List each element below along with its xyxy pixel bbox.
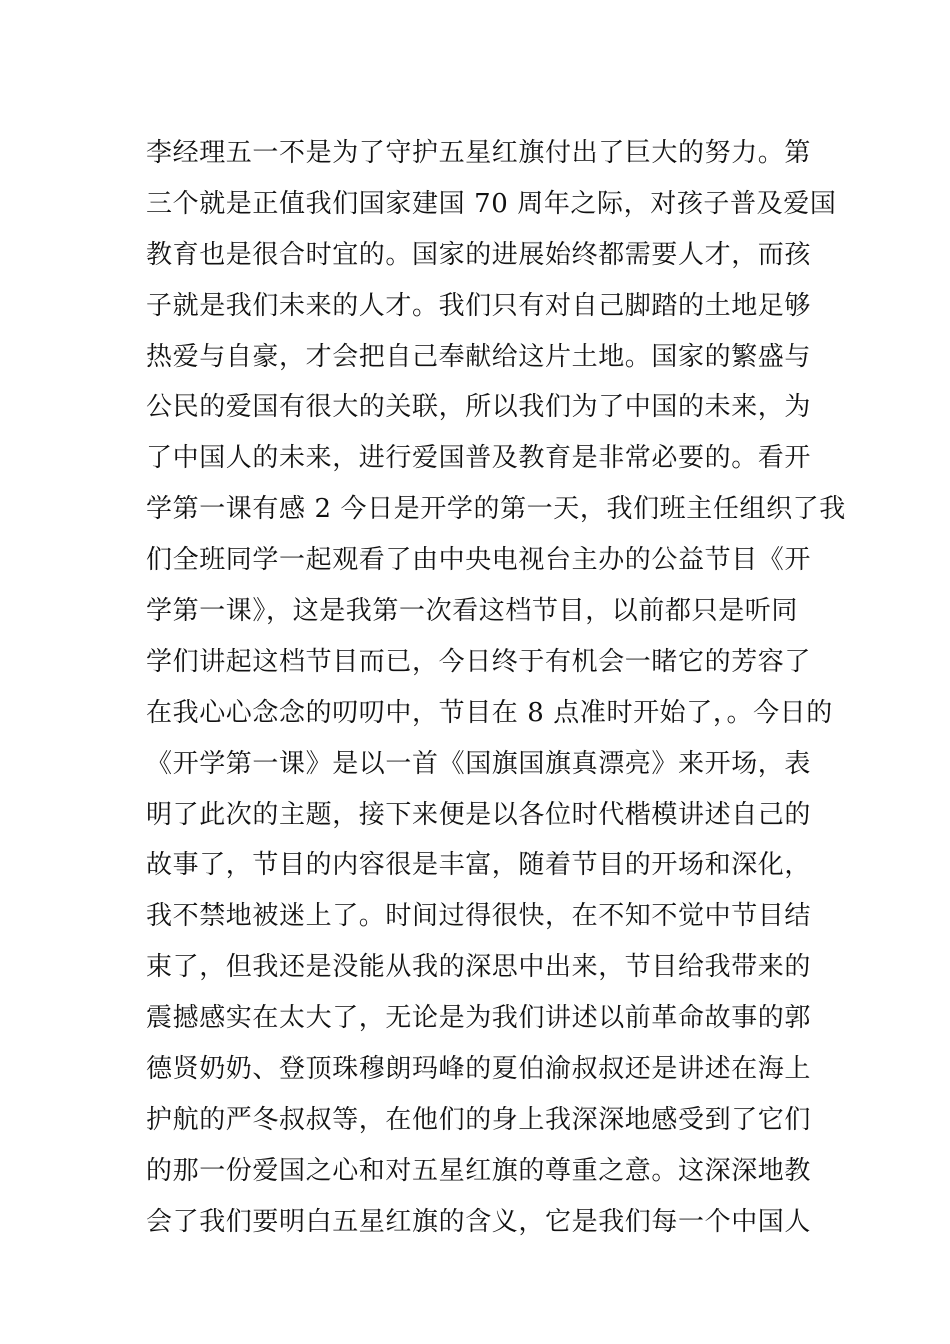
text-line: 教育也是很合时宜的。国家的进展始终都需要人才，而孩 [146,239,812,270]
text-line: 子就是我们未来的人才。我们只有对自己脚踏的土地足够 [146,290,812,321]
text-line: 会了我们要明白五星红旗的含义，它是我们每一个中国人 [146,1206,812,1237]
text-line: 明了此次的主题，接下来便是以各位时代楷模讲述自己的 [146,799,812,830]
text-line: 学第一课》，这是我第一次看这档节目，以前都只是听同 [146,596,799,627]
text-line: 李经理五一不是为了守护五星红旗付出了巨大的努力。第 [146,138,812,168]
text-line: 的那一份爱国之心和对五星红旗的尊重之意。这深深地教 [146,1155,812,1186]
text-line: 故事了，节目的内容很是丰富，随着节目的开场和深化， [146,850,812,881]
text-line: 我不禁地被迷上了。时间过得很快，在不知不觉中节目结 [146,901,812,932]
text-line: 三个就是正值我们国家建国 70 周年之际，对孩子普及爱国 [146,188,837,219]
text-line: 公民的爱国有很大的关联，所以我们为了中国的未来，为 [146,392,812,423]
text-line: 学第一课有感 2 今日是开学的第一天，我们班主任组织了我 [146,494,846,525]
text-line: 护航的严冬叔叔等，在他们的身上我深深地感受到了它们 [146,1104,812,1135]
text-line: 德贤奶奶、登顶珠穆朗玛峰的夏伯渝叔叔还是讲述在海上 [146,1054,812,1085]
text-line: 热爱与自豪，才会把自己奉献给这片土地。国家的繁盛与 [146,341,812,372]
text-line: 在我心心念念的叨叨中，节目在 8 点准时开始了，。今日的 [146,697,833,728]
text-line: 了中国人的未来，进行爱国普及教育是非常必要的。看开 [146,443,812,474]
text-line: 学们讲起这档节目而已，今日终于有机会一睹它的芳容了 [146,646,812,677]
text-line: 震撼感实在太大了，无论是为我们讲述以前革命故事的郭 [146,1003,812,1034]
text-line: 《开学第一课》是以一首《国旗国旗真漂亮》来开场，表 [146,748,812,779]
body-text [146,128,846,1248]
text-line: 们全班同学一起观看了由中央电视台主办的公益节目《开 [146,545,812,576]
text-line: 束了，但我还是没能从我的深思中出来，节目给我带来的 [146,952,812,983]
